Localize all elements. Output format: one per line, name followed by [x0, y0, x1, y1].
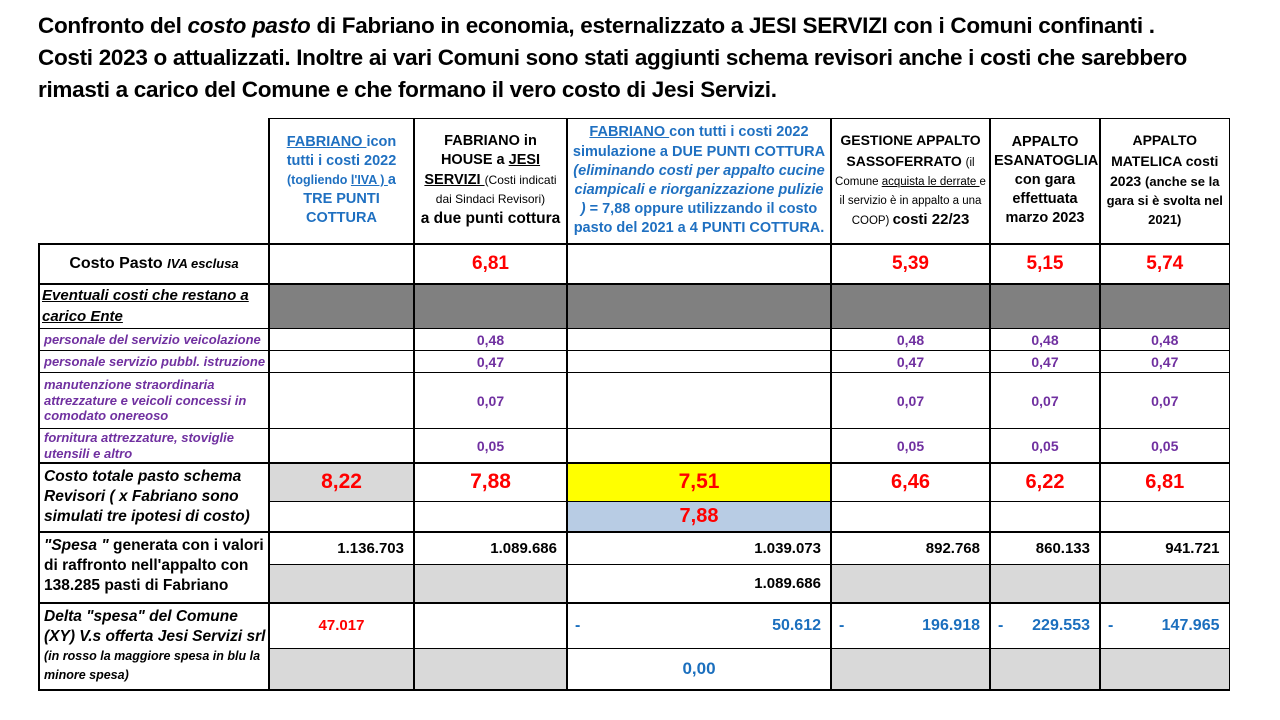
minus-sign: - [1108, 616, 1114, 634]
value-cell-simulazione-highlight: 7,51 [567, 463, 831, 501]
value-cell: 0,47 [1100, 351, 1229, 373]
delta-amount: 147.965 [1161, 616, 1220, 634]
gray-cell [831, 284, 990, 329]
row-costo-totale [39, 463, 1229, 501]
value-cell: 0,48 [414, 329, 567, 351]
row-label-eventuali-costi: Eventuali costi che restano a carico Ente [39, 284, 269, 329]
value-cell [269, 351, 414, 373]
value-cell: 0,48 [990, 329, 1100, 351]
title-line-3: rimasti a carico del Comune e che formano il vero costo di Jesi Servizi. [38, 76, 777, 102]
value-cell-delta-matelica [1100, 603, 1229, 648]
value-cell: 0,05 [990, 429, 1100, 464]
value-cell [269, 429, 414, 464]
value-cell: 0,05 [414, 429, 567, 464]
header-row [39, 119, 1229, 244]
row-spesa [39, 532, 1229, 564]
value-cell-matelica: 6,81 [1100, 463, 1229, 501]
value-cell-delta-fabriano: 47.017 [269, 603, 414, 648]
value-cell-delta-esanatoglia [990, 603, 1100, 648]
value-cell-sassoferrato: 6,46 [831, 463, 990, 501]
row-fornitura [39, 429, 1229, 464]
gray-cell [1100, 564, 1229, 603]
value-cell-spesa-ipotesi2: 1.089.686 [567, 564, 831, 603]
value-cell-jesi-servizi: 7,88 [414, 463, 567, 501]
col-header-esanatoglia: APPALTO ESANATOGLIA con gara effettuata marzo 2023 [990, 119, 1100, 244]
value-cell-simulazione-ipotesi2: 7,88 [567, 501, 831, 532]
gray-cell [414, 648, 567, 690]
row-manutenzione [39, 373, 1229, 429]
cost-comparison-table [38, 118, 1230, 691]
value-cell: 1.089.686 [414, 532, 567, 564]
gray-cell [414, 284, 567, 329]
value-cell: 860.133 [990, 532, 1100, 564]
gray-cell [269, 564, 414, 603]
value-cell: 0,47 [414, 351, 567, 373]
value-cell: 0,47 [831, 351, 990, 373]
gray-cell [1100, 284, 1229, 329]
value-cell: 1.039.073 [567, 532, 831, 564]
empty-cell [831, 501, 990, 532]
value-cell [567, 329, 831, 351]
value-cell: 0,05 [831, 429, 990, 464]
col-header-fabriano-tre-punti: FABRIANO icon tutti i costi 2022 (togliendo l'IVA ) a TRE PUNTI COTTURA [269, 119, 414, 244]
table-corner-cell [39, 119, 269, 244]
gray-cell [831, 564, 990, 603]
value-cell [269, 329, 414, 351]
value-cell-delta-simulazione [567, 603, 831, 648]
value-cell: 0,48 [1100, 329, 1229, 351]
empty-cell [1100, 501, 1229, 532]
empty-cell [269, 501, 414, 532]
value-cell [567, 373, 831, 429]
gray-cell [990, 648, 1100, 690]
value-cell: 5,15 [990, 244, 1100, 284]
value-cell-delta-ipotesi2: 0,00 [567, 648, 831, 690]
row-label-manutenzione: manutenzione straordinaria attrezzature e veicoli concessi in comodato onereoso [39, 373, 269, 429]
row-label-fornitura: fornitura attrezzature, stoviglie utensili e altro [39, 429, 269, 464]
value-cell-delta-sassoferrato [831, 603, 990, 648]
value-cell: 0,47 [990, 351, 1100, 373]
value-cell: 0,07 [990, 373, 1100, 429]
value-cell: 5,74 [1100, 244, 1229, 284]
row-label-personale-istruzione: personale servizio pubbl. istruzione [39, 351, 269, 373]
value-cell [269, 244, 414, 284]
value-cell: 0,05 [1100, 429, 1229, 464]
row-label-personale-veicolazione: personale del servizio veicolazione [39, 329, 269, 351]
minus-sign: - [998, 616, 1004, 634]
delta-amount: 229.553 [1032, 616, 1090, 634]
row-label-spesa: "Spesa " generata con i valori di raffronto nell'appalto con 138.285 pasti di Fabriano [39, 532, 269, 603]
gray-cell [990, 564, 1100, 603]
row-delta [39, 603, 1229, 648]
value-cell: 0,07 [1100, 373, 1229, 429]
value-cell: 1.136.703 [269, 532, 414, 564]
gray-cell [414, 564, 567, 603]
col-header-fabriano-simulazione: FABRIANO con tutti i costi 2022 simulazione a DUE PUNTI COTTURA (eliminando costi per appalto cucine ciampicali e riorganizzazione pulizie ) = 7,88 oppure utilizzando il costo pasto del 2021 a 4 PUNTI COTTURA. [567, 119, 831, 244]
col-header-fabriano-in-house: FABRIANO in HOUSE a JESI SERVIZI (Costi indicati dai Sindaci Revisori) a due punti cottura [414, 119, 567, 244]
row-costo-pasto [39, 244, 1229, 284]
value-cell: 0,48 [831, 329, 990, 351]
delta-amount: 50.612 [772, 616, 821, 634]
gray-cell [831, 648, 990, 690]
delta-amount: 196.918 [922, 616, 980, 634]
minus-sign: - [575, 616, 581, 634]
empty-cell [414, 603, 567, 648]
gray-cell [1100, 648, 1229, 690]
row-label-costo-totale: Costo totale pasto schema Revisori ( x Fabriano sono simulati tre ipotesi di costo) [39, 463, 269, 532]
gray-cell [990, 284, 1100, 329]
value-cell: 0,07 [414, 373, 567, 429]
row-label-costo-pasto: Costo Pasto IVA esclusa [39, 244, 269, 284]
value-cell [567, 351, 831, 373]
value-cell: 941.721 [1100, 532, 1229, 564]
value-cell: 892.768 [831, 532, 990, 564]
value-cell [269, 373, 414, 429]
value-cell-fabriano-tre-punti: 8,22 [269, 463, 414, 501]
page-title [38, 10, 1263, 106]
empty-cell [414, 501, 567, 532]
col-header-matelica: APPALTO MATELICA costi 2023 (anche se la gara si è svolta nel 2021) [1100, 119, 1229, 244]
row-personale-istruzione [39, 351, 1229, 373]
row-label-delta: Delta "spesa" del Comune (XY) V.s offerta Jesi Servizi srl (in rosso la maggiore spesa in blu la minore spesa) [39, 603, 269, 690]
minus-sign: - [839, 616, 845, 634]
empty-cell [990, 501, 1100, 532]
value-cell: 6,81 [414, 244, 567, 284]
value-cell [567, 429, 831, 464]
gray-cell [269, 648, 414, 690]
value-cell-esanatoglia: 6,22 [990, 463, 1100, 501]
row-eventuali-costi [39, 284, 1229, 329]
value-cell: 5,39 [831, 244, 990, 284]
title-line-2: Costi 2023 o attualizzati. Inoltre ai vari Comuni sono stati aggiunti schema revisori anche i costi che sarebbero [38, 44, 1187, 70]
col-header-sassoferrato: GESTIONE APPALTO SASSOFERRATO (il Comune acquista le derrate e il servizio è in appalto a una COOP) costi 22/23 [831, 119, 990, 244]
title-line-1: Confronto del costo pasto di Fabriano in economia, esternalizzato a JESI SERVIZI con i Comuni confinanti . [38, 13, 1155, 38]
gray-cell [269, 284, 414, 329]
row-personale-veicolazione [39, 329, 1229, 351]
value-cell [567, 244, 831, 284]
value-cell: 0,07 [831, 373, 990, 429]
gray-cell [567, 284, 831, 329]
